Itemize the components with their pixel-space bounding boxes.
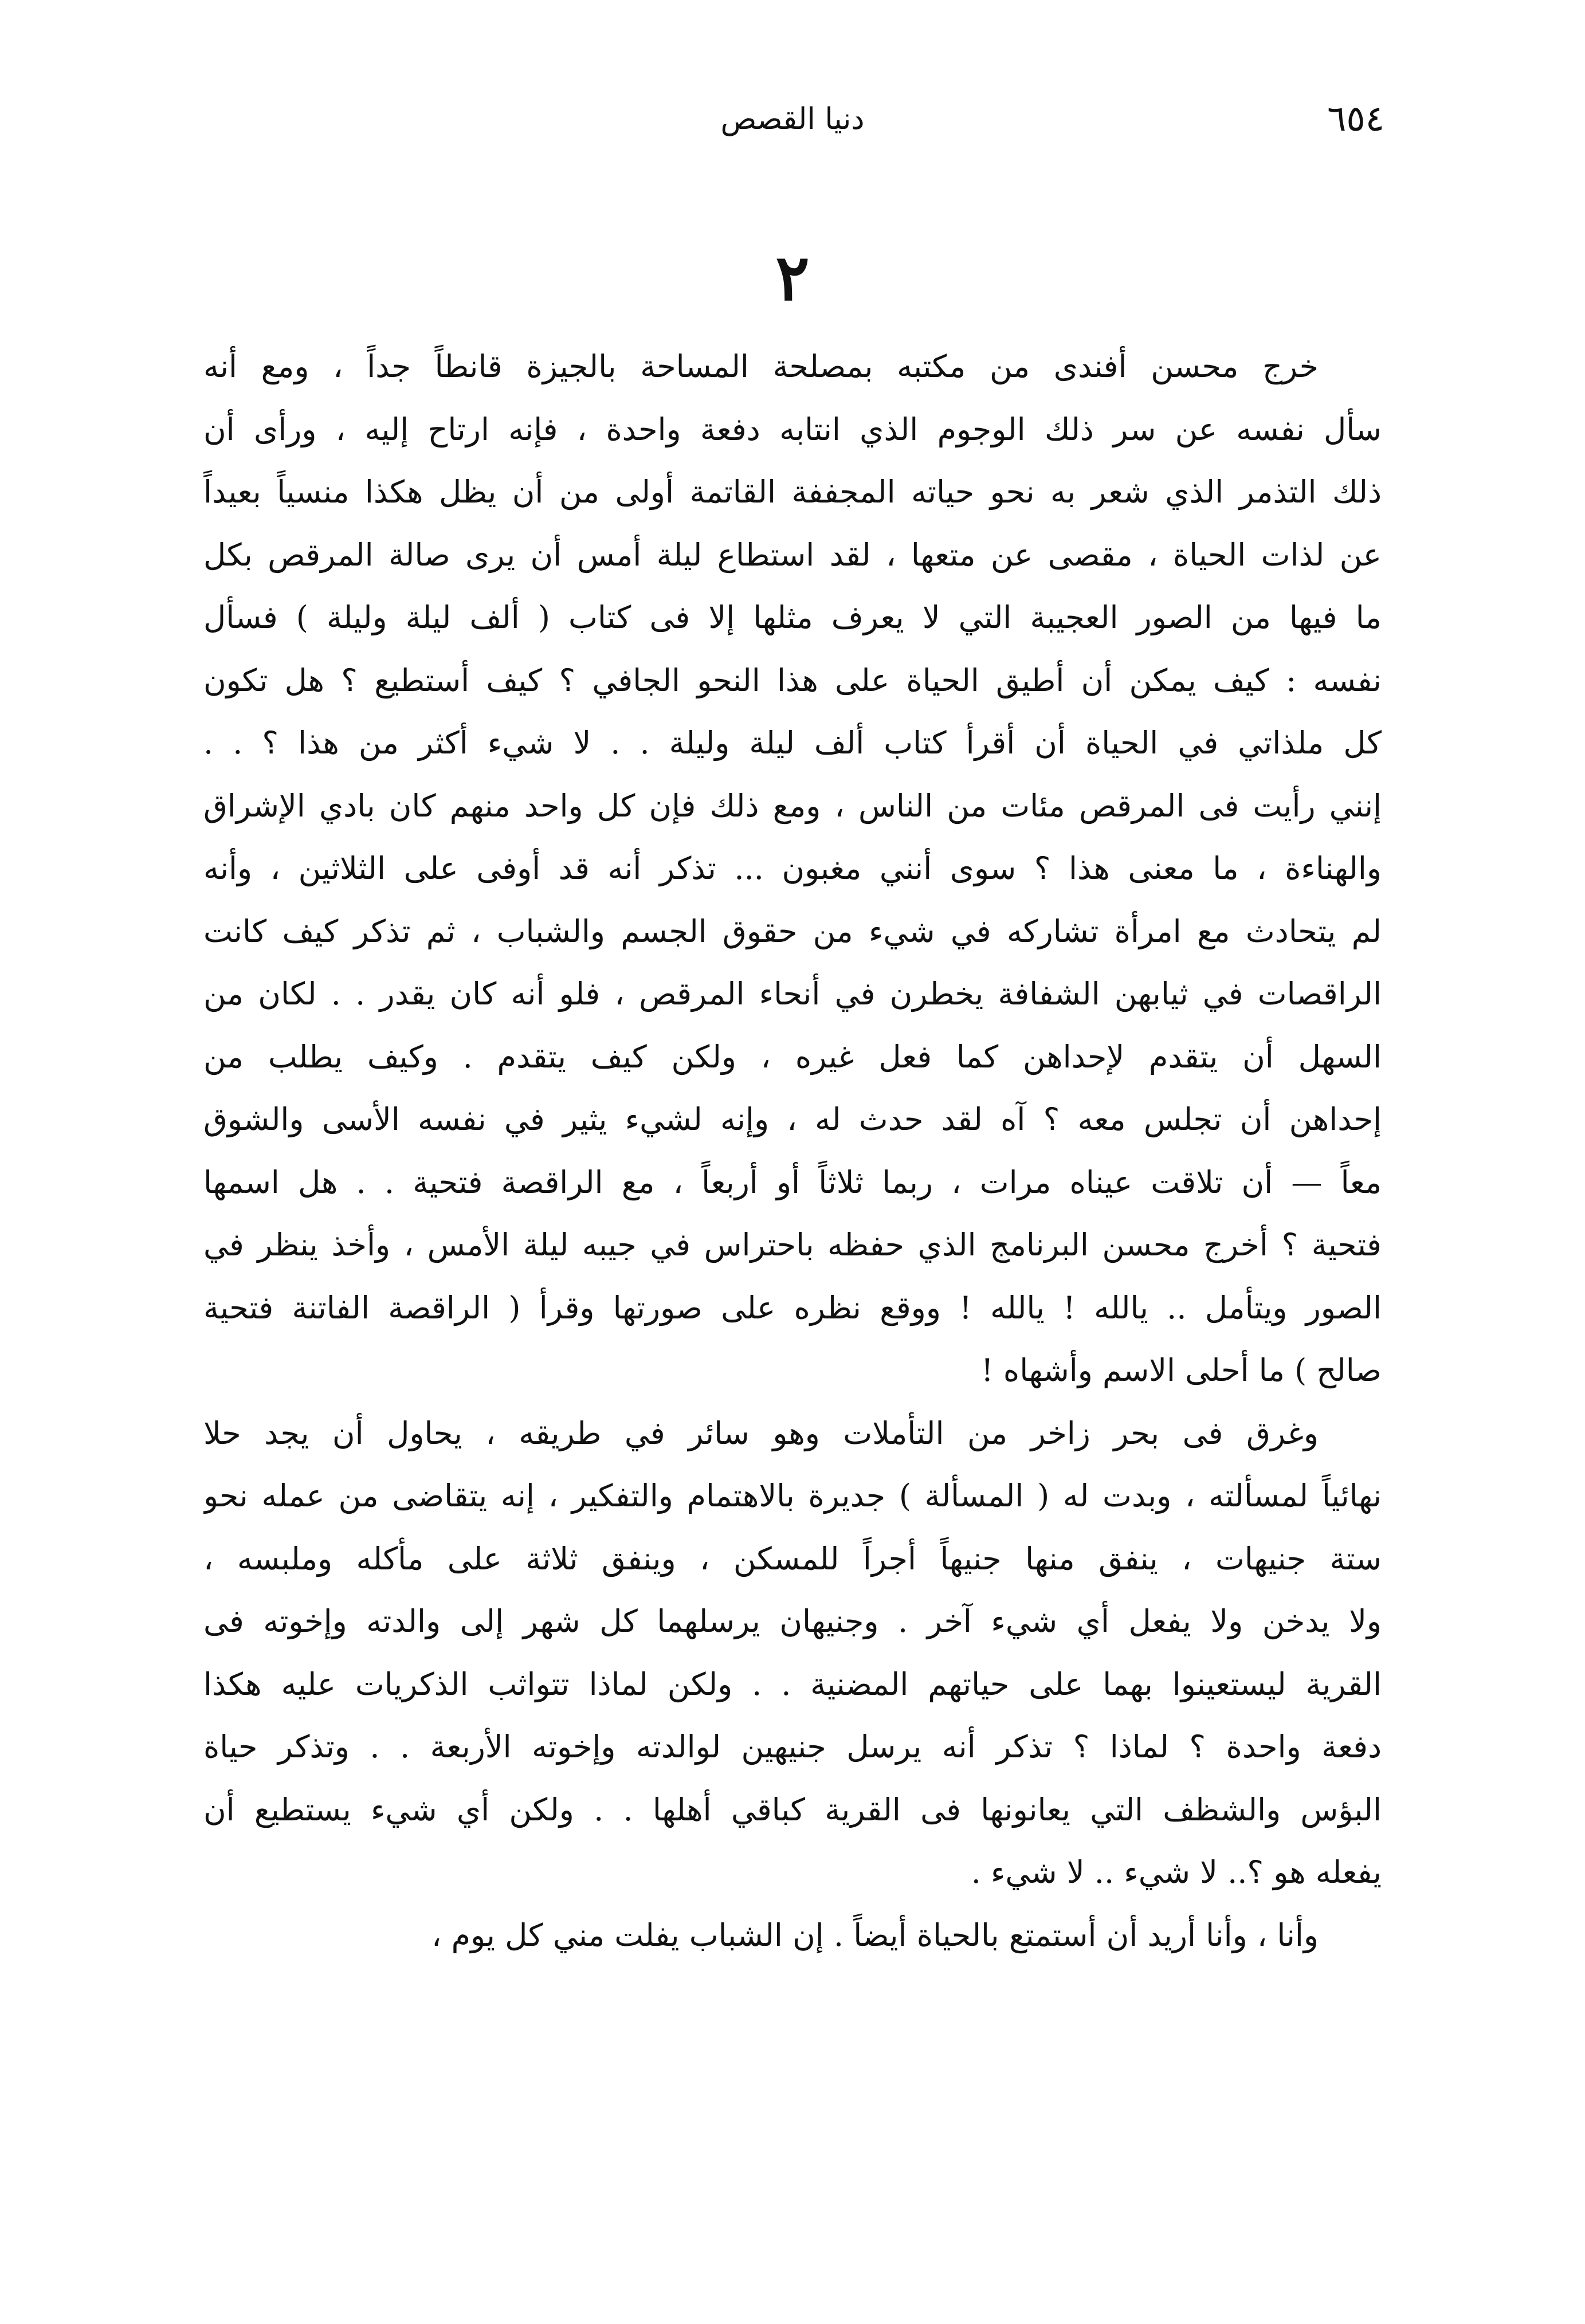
text-line: نفسه : كيف يمكن أن أطيق الحياة على هذا النحو الجافي ؟ كيف أستطيع ؟ هل تكون bbox=[203, 662, 1382, 698]
text-line: ولا يدخن ولا يفعل أي شيء آخر . وجنيهان يرسلهما كل شهر إلى والدته وإخوته فى bbox=[203, 1603, 1382, 1639]
text-line: عن لذات الحياة ، مقصى عن متعها ، لقد استطاع ليلة أمس أن يرى صالة المرقص بكل bbox=[203, 536, 1382, 573]
text-line: يفعله هو ؟.. لا شيء .. لا شيء . bbox=[971, 1854, 1382, 1890]
text-line: ستة جنيهات ، ينفق منها جنيهاً أجراً للمسكن ، وينفق ثلاثة على مأكله وملبسه ، bbox=[203, 1540, 1382, 1577]
text-line: وأنا ، وأنا أريد أن أستمتع بالحياة أيضاً . إن الشباب يفلت مني كل يوم ، bbox=[431, 1917, 1319, 1953]
chapter-numeral: ٢ bbox=[775, 241, 810, 315]
text-line: وغرق فى بحر زاخر من التأملات وهو سائر في طريقه ، يحاول أن يجد حلا bbox=[203, 1415, 1319, 1451]
running-title: دنيا القصص bbox=[720, 102, 865, 136]
text-line: الصور ويتأمل .. يالله ! يالله ! ووقع نظره على صورتها وقرأ ( الراقصة الفاتنة فتحية bbox=[203, 1289, 1382, 1326]
text-line: ذلك التذمر الذي شعر به نحو حياته المجففة القاتمة أولى من أن يظل هكذا منسياً بعيداً bbox=[203, 474, 1382, 510]
text-line: سأل نفسه عن سر ذلك الوجوم الذي انتابه دفعة واحدة ، فإنه ارتاح إليه ، ورأى أن bbox=[203, 411, 1382, 447]
text-line: القرية ليستعينوا بهما على حياتهم المضنية . . ولكن لماذا تتواثب الذكريات عليه هكذا bbox=[203, 1666, 1382, 1702]
text-line: الراقصات في ثيابهن الشفافة يخطرن في أنحاء المرقص ، فلو أنه كان يقدر . . لكان من bbox=[203, 976, 1382, 1012]
text-line: دفعة واحدة ؟ لماذا ؟ تذكر أنه يرسل جنيهين لوالدته وإخوته الأربعة . . وتذكر حياة bbox=[203, 1729, 1382, 1765]
text-line: إحداهن أن تجلس معه ؟ آه لقد حدث له ، وإنه لشيء يثير في نفسه الأسى والشوق bbox=[203, 1101, 1382, 1137]
text-line: خرج محسن أفندى من مكتبه بمصلحة المساحة بالجيزة قانطاً جداً ، ومع أنه bbox=[203, 348, 1319, 384]
text-line: ما فيها من الصور العجيبة التي لا يعرف مثلها إلا فى كتاب ( ألف ليلة وليلة ) فسأل bbox=[203, 599, 1382, 635]
text-line: معاً — أن تلاقت عيناه مرات ، ربما ثلاثاً أو أربعاً ، مع الراقصة فتحية . . هل اسمها bbox=[203, 1164, 1382, 1200]
text-line: صالح ) ما أحلى الاسم وأشهاه ! bbox=[981, 1352, 1382, 1388]
running-header bbox=[201, 97, 1384, 149]
text-line: فتحية ؟ أخرج محسن البرنامج الذي حفظه باحتراس في جيبه ليلة الأمس ، وأخذ ينظر في bbox=[203, 1227, 1382, 1263]
text-line: السهل أن يتقدم لإحداهن كما فعل غيره ، ولكن كيف يتقدم . وكيف يطلب من bbox=[203, 1038, 1382, 1075]
page-number: ٦٥٤ bbox=[1327, 97, 1384, 139]
body-text bbox=[203, 335, 1382, 1966]
text-line: إنني رأيت فى المرقص مئات من الناس ، ومع ذلك فإن كل واحد منهم كان بادي الإشراق bbox=[203, 787, 1382, 824]
text-line: البؤس والشظف التي يعانونها فى القرية كباقي أهلها . . ولكن أي شيء يستطيع أن bbox=[203, 1791, 1382, 1828]
text-line: كل ملذاتي في الحياة أن أقرأ كتاب ألف ليلة وليلة . . لا شيء أكثر من هذا ؟ . . bbox=[203, 725, 1382, 761]
text-line: نهائياً لمسألته ، وبدت له ( المسألة ) جديرة بالاهتمام والتفكير ، إنه يتقاضى من عمله نحو bbox=[203, 1478, 1382, 1514]
text-line: والهناءة ، ما معنى هذا ؟ سوى أنني مغبون ... تذكر أنه قد أوفى على الثلاثين ، وأنه bbox=[203, 850, 1382, 886]
text-line: لم يتحادث مع امرأة تشاركه في شيء من حقوق الجسم والشباب ، ثم تذكر كيف كانت bbox=[203, 913, 1382, 949]
